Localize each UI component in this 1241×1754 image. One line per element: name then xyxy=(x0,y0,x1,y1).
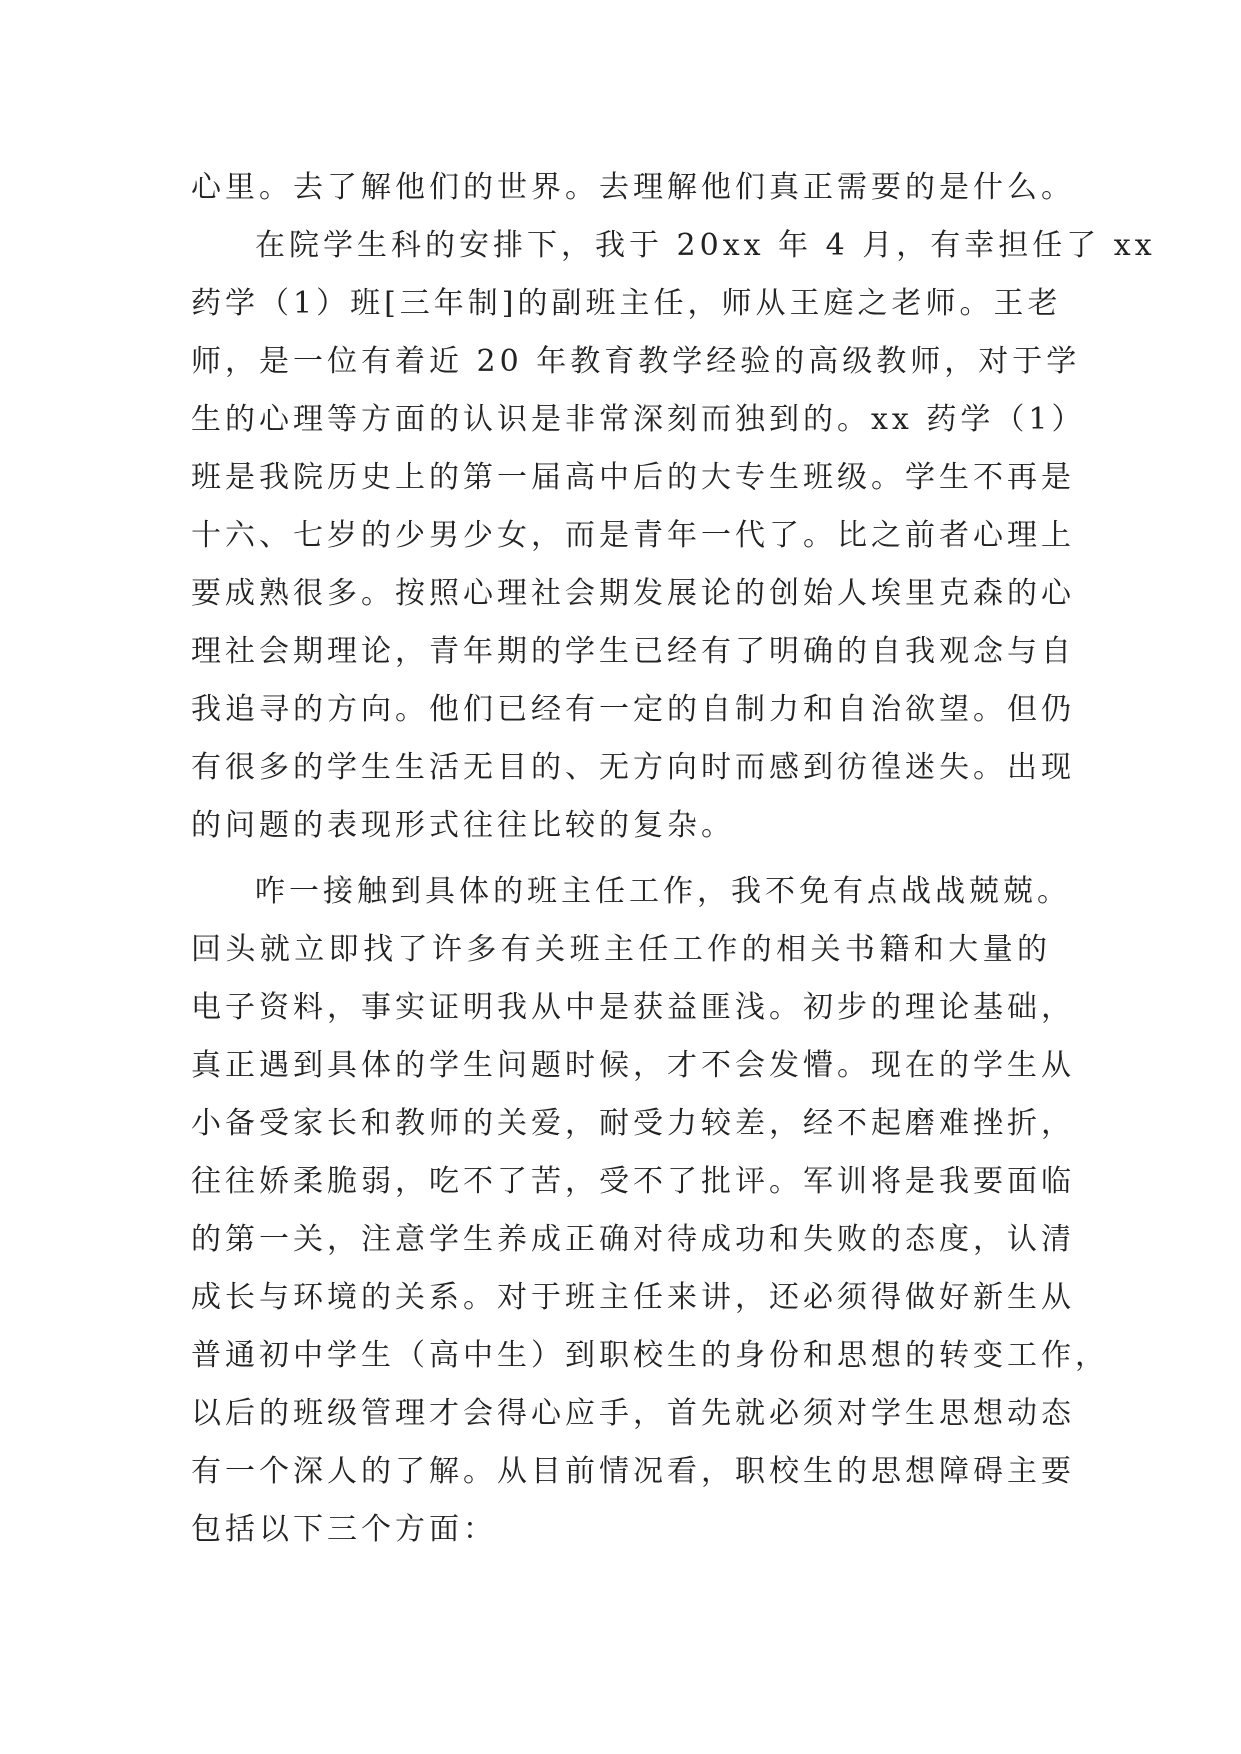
paragraph-spacer xyxy=(191,855,1051,863)
text-line: 有一个深人的了解。从目前情况看，职校生的思想障碍主要 xyxy=(191,1454,1075,1489)
text-line: 电子资料，事实证明我从中是获益匪浅。初步的理论基础， xyxy=(191,990,1075,1025)
text-line: 十六、七岁的少男少女，而是青年一代了。比之前者心理上 xyxy=(191,518,1075,553)
text-line: 的问题的表现形式往往比较的复杂。 xyxy=(191,808,735,843)
text-line: 小备受家长和教师的关爱，耐受力较差，经不起磨难挫折， xyxy=(191,1106,1075,1141)
paragraph-2 xyxy=(191,217,1156,855)
text-line: 我追寻的方向。他们已经有一定的自制力和自治欲望。但仍 xyxy=(191,692,1075,727)
text-line: 心里。去了解他们的世界。去理解他们真正需要的是什么。 xyxy=(191,170,1075,205)
text-line: 的第一关，注意学生养成正确对待成功和失败的态度，认清 xyxy=(191,1222,1075,1257)
text-line: 理社会期理论，青年期的学生已经有了明确的自我观念与自 xyxy=(191,634,1075,669)
text-line: 往往娇柔脆弱，吃不了苦，受不了批评。军训将是我要面临 xyxy=(191,1164,1075,1199)
text-line: 生的心理等方面的认识是非常深刻而独到的。xx 药学（1） xyxy=(191,402,1086,437)
text-line: 药学（1）班[三年制]的副班主任，师从王庭之老师。王老 xyxy=(191,286,1062,321)
text-line: 包括以下三个方面： xyxy=(191,1512,497,1547)
text-line: 普通初中学生（高中生）到职校生的身份和思想的转变工作， xyxy=(191,1338,1109,1373)
text-line: 要成熟很多。按照心理社会期发展论的创始人埃里克森的心 xyxy=(191,576,1075,611)
text-line: 成长与环境的关系。对于班主任来讲，还必须得做好新生从 xyxy=(191,1280,1075,1315)
text-line: 有很多的学生生活无目的、无方向时而感到彷徨迷失。出现 xyxy=(191,750,1075,785)
text-line: 班是我院历史上的第一届高中后的大专生班级。学生不再是 xyxy=(191,460,1075,495)
document-body xyxy=(191,159,1156,1559)
text-line: 以后的班级管理才会得心应手，首先就必须对学生思想动态 xyxy=(191,1396,1075,1431)
text-line: 师，是一位有着近 20 年教育教学经验的高级教师，对于学 xyxy=(191,344,1081,379)
text-line: 在院学生科的安排下，我于 20xx 年 4 月，有幸担任了 xx xyxy=(255,228,1156,263)
text-line: 咋一接触到具体的班主任工作，我不免有点战战兢兢。 xyxy=(255,874,1071,909)
paragraph-3 xyxy=(191,863,1109,1559)
paragraph-1 xyxy=(191,159,1075,217)
text-line: 回头就立即找了许多有关班主任工作的相关书籍和大量的 xyxy=(191,932,1051,967)
text-line: 真正遇到具体的学生问题时候，才不会发懵。现在的学生从 xyxy=(191,1048,1075,1083)
